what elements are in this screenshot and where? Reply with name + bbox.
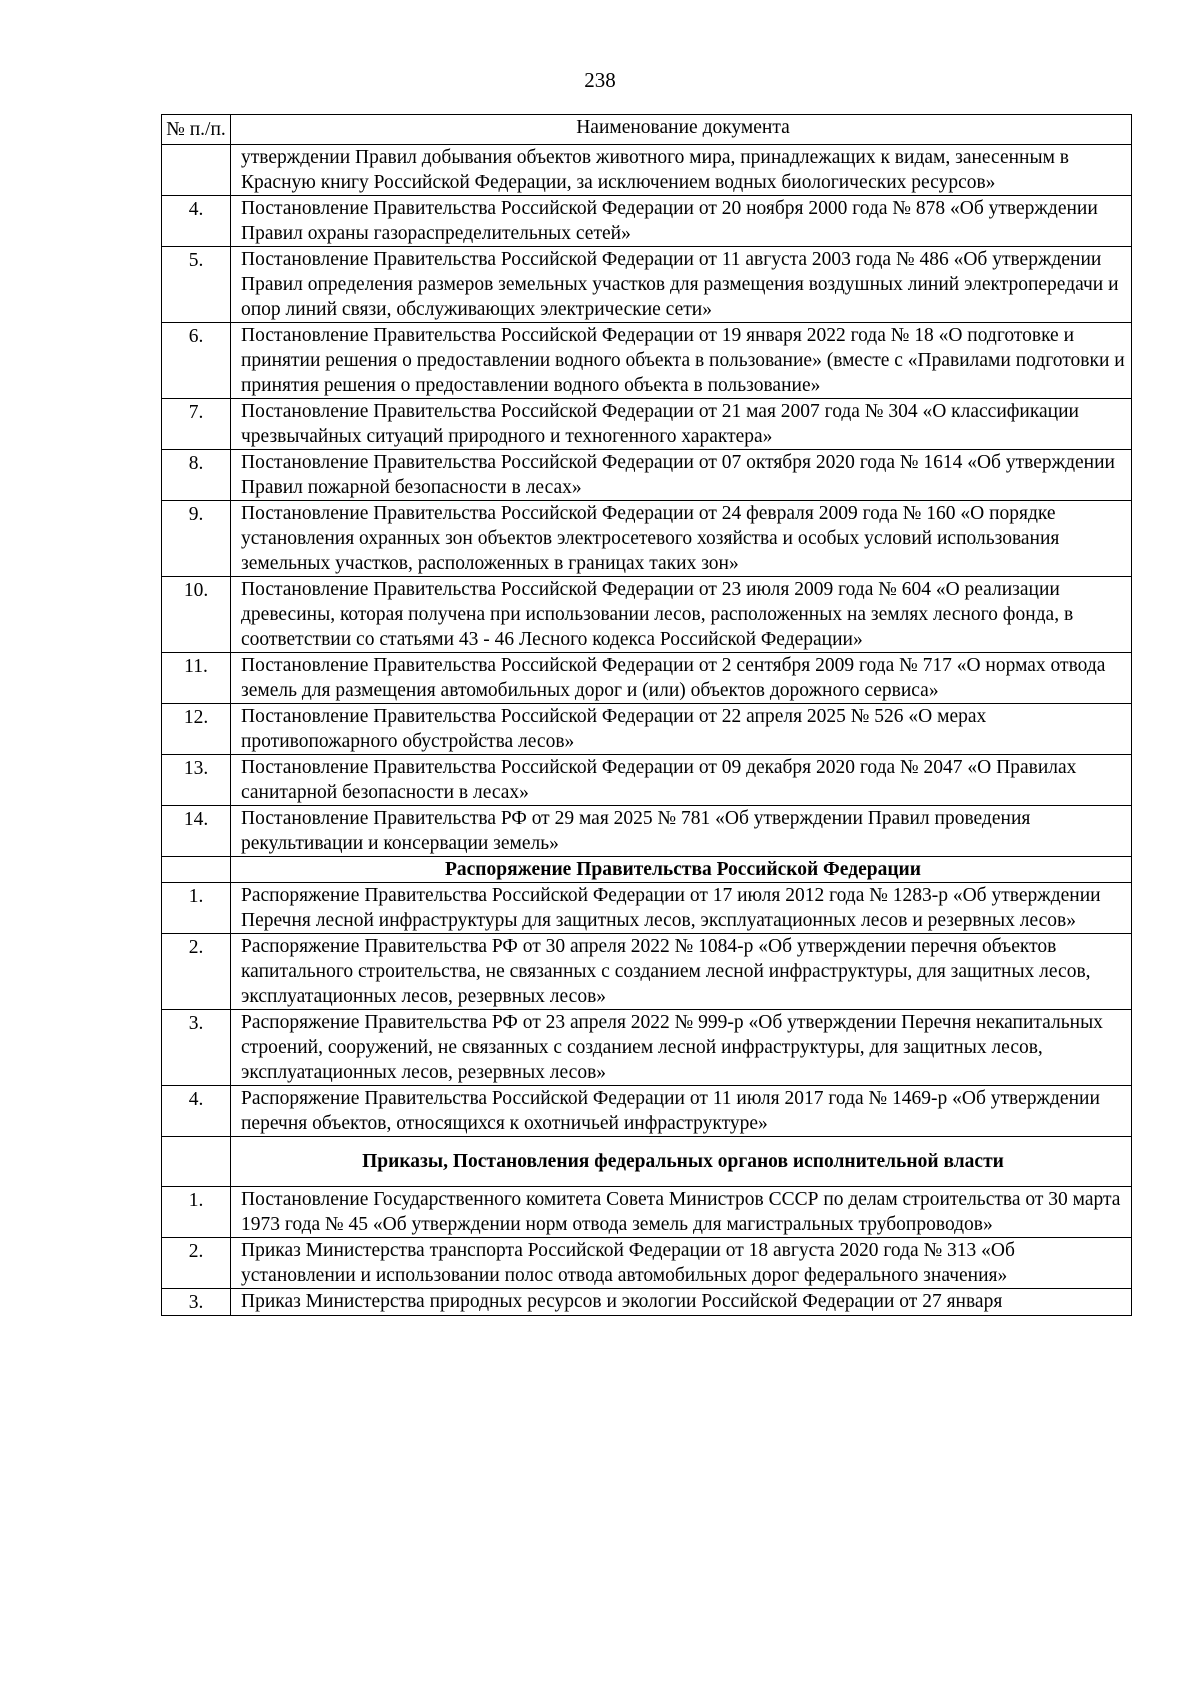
- table-row: [162, 1289, 1132, 1316]
- section-title: Приказы, Постановления федеральных органов исполнительной власти: [231, 1137, 1132, 1187]
- documents-table: [161, 114, 1132, 1316]
- table-row: [162, 399, 1132, 450]
- document-name: Приказ Министерства природных ресурсов и экологии Российской Федерации от 27 января: [231, 1289, 1132, 1316]
- table-row: [162, 1238, 1132, 1289]
- document-name: Распоряжение Правительства Российской Федерации от 17 июля 2012 года № 1283-р «Об утверждении Перечня лесной инфраструктуры для защитных лесов, эксплуатационных лесов и резервных лесов»: [231, 883, 1132, 934]
- table-row: [162, 196, 1132, 247]
- table-row: [162, 145, 1132, 196]
- document-name: утверждении Правил добывания объектов животного мира, принадлежащих к видам, занесенным в Красную книгу Российской Федерации, за исключением водных биологических ресурсов»: [231, 145, 1132, 196]
- document-name: Постановление Правительства Российской Федерации от 19 января 2022 года № 18 «О подготовке и принятии решения о предоставлении водного объекта в пользование» (вместе с «Правилами подготовки и принятия решения о предоставлении водного объекта в пользование»: [231, 323, 1132, 399]
- table-row: [162, 704, 1132, 755]
- table-body: [162, 145, 1132, 1316]
- table-row: [162, 1010, 1132, 1086]
- table-row: [162, 577, 1132, 653]
- document-name: Постановление Правительства Российской Федерации от 24 февраля 2009 года № 160 «О порядке установления охранных зон объектов электросетевого хозяйства и особых условий использования земельных участков, расположенных в границах таких зон»: [231, 501, 1132, 577]
- document-name: Постановление Государственного комитета Совета Министров СССР по делам строительства от 30 марта 1973 года № 45 «Об утверждении норм отвода земель для магистральных трубопроводов»: [231, 1187, 1132, 1238]
- row-number: 2.: [162, 1238, 231, 1289]
- row-number: 10.: [162, 577, 231, 653]
- row-number: 1.: [162, 1187, 231, 1238]
- row-number: [162, 145, 231, 196]
- table-row: [162, 1187, 1132, 1238]
- row-number: 14.: [162, 806, 231, 857]
- table-row: [162, 653, 1132, 704]
- table-row: [162, 247, 1132, 323]
- table-row: [162, 1086, 1132, 1137]
- document-name: Распоряжение Правительства РФ от 30 апреля 2022 № 1084-р «Об утверждении перечня объектов капитального строительства, не связанных с созданием лесной инфраструктуры, для защитных лесов, эксплуатационных лесов, резервных лесов»: [231, 934, 1132, 1010]
- document-name: Приказ Министерства транспорта Российской Федерации от 18 августа 2020 года № 313 «Об установлении и использовании полос отвода автомобильных дорог федерального значения»: [231, 1238, 1132, 1289]
- document-name: Постановление Правительства Российской Федерации от 09 декабря 2020 года № 2047 «О Правилах санитарной безопасности в лесах»: [231, 755, 1132, 806]
- table-row: [162, 806, 1132, 857]
- document-name: Постановление Правительства Российской Федерации от 21 мая 2007 года № 304 «О классификации чрезвычайных ситуаций природного и техногенного характера»: [231, 399, 1132, 450]
- column-header-name: Наименование документа: [231, 115, 1132, 145]
- table-row: [162, 501, 1132, 577]
- row-number: 11.: [162, 653, 231, 704]
- row-number: 4.: [162, 196, 231, 247]
- page-number: 238: [584, 68, 616, 92]
- row-number: 12.: [162, 704, 231, 755]
- document-name: Постановление Правительства Российской Федерации от 07 октября 2020 года № 1614 «Об утверждении Правил пожарной безопасности в лесах»: [231, 450, 1132, 501]
- document-name: Распоряжение Правительства Российской Федерации от 11 июля 2017 года № 1469-р «Об утверждении перечня объектов, относящихся к охотничьей инфраструктуре»: [231, 1086, 1132, 1137]
- table-row: [162, 323, 1132, 399]
- document-name: Постановление Правительства РФ от 29 мая 2025 № 781 «Об утверждении Правил проведения рекультивации и консервации земель»: [231, 806, 1132, 857]
- document-name: Постановление Правительства Российской Федерации от 11 августа 2003 года № 486 «Об утверждении Правил определения размеров земельных участков для размещения воздушных линий электропередачи и опор линий связи, обслуживающих электрические сети»: [231, 247, 1132, 323]
- table-row: [162, 755, 1132, 806]
- row-number: 5.: [162, 247, 231, 323]
- document-name: Постановление Правительства Российской Федерации от 22 апреля 2025 № 526 «О мерах противопожарного обустройства лесов»: [231, 704, 1132, 755]
- section-heading-row: [162, 1137, 1132, 1187]
- table-header-row: [162, 115, 1132, 145]
- table-row: [162, 450, 1132, 501]
- column-header-number: № п./п.: [162, 115, 231, 145]
- section-title: Распоряжение Правительства Российской Федерации: [231, 857, 1132, 883]
- section-heading-row: [162, 857, 1132, 883]
- row-number: 2.: [162, 934, 231, 1010]
- table-row: [162, 934, 1132, 1010]
- row-number: [162, 857, 231, 883]
- document-name: Постановление Правительства Российской Федерации от 2 сентября 2009 года № 717 «О нормах отвода земель для размещения автомобильных дорог и (или) объектов дорожного сервиса»: [231, 653, 1132, 704]
- row-number: 4.: [162, 1086, 231, 1137]
- row-number: 3.: [162, 1289, 231, 1316]
- row-number: 13.: [162, 755, 231, 806]
- row-number: 9.: [162, 501, 231, 577]
- row-number: 3.: [162, 1010, 231, 1086]
- row-number: [162, 1137, 231, 1187]
- document-name: Постановление Правительства Российской Федерации от 23 июля 2009 года № 604 «О реализации древесины, которая получена при использовании лесов, расположенных на землях лесного фонда, в соответствии со статьями 43 - 46 Лесного кодекса Российской Федерации»: [231, 577, 1132, 653]
- row-number: 6.: [162, 323, 231, 399]
- row-number: 7.: [162, 399, 231, 450]
- row-number: 8.: [162, 450, 231, 501]
- row-number: 1.: [162, 883, 231, 934]
- table-row: [162, 883, 1132, 934]
- document-name: Постановление Правительства Российской Федерации от 20 ноября 2000 года № 878 «Об утверждении Правил охраны газораспределительных сетей»: [231, 196, 1132, 247]
- document-name: Распоряжение Правительства РФ от 23 апреля 2022 № 999-р «Об утверждении Перечня некапитальных строений, сооружений, не связанных с созданием лесной инфраструктуры, для защитных лесов, эксплуатационных лесов, резервных лесов»: [231, 1010, 1132, 1086]
